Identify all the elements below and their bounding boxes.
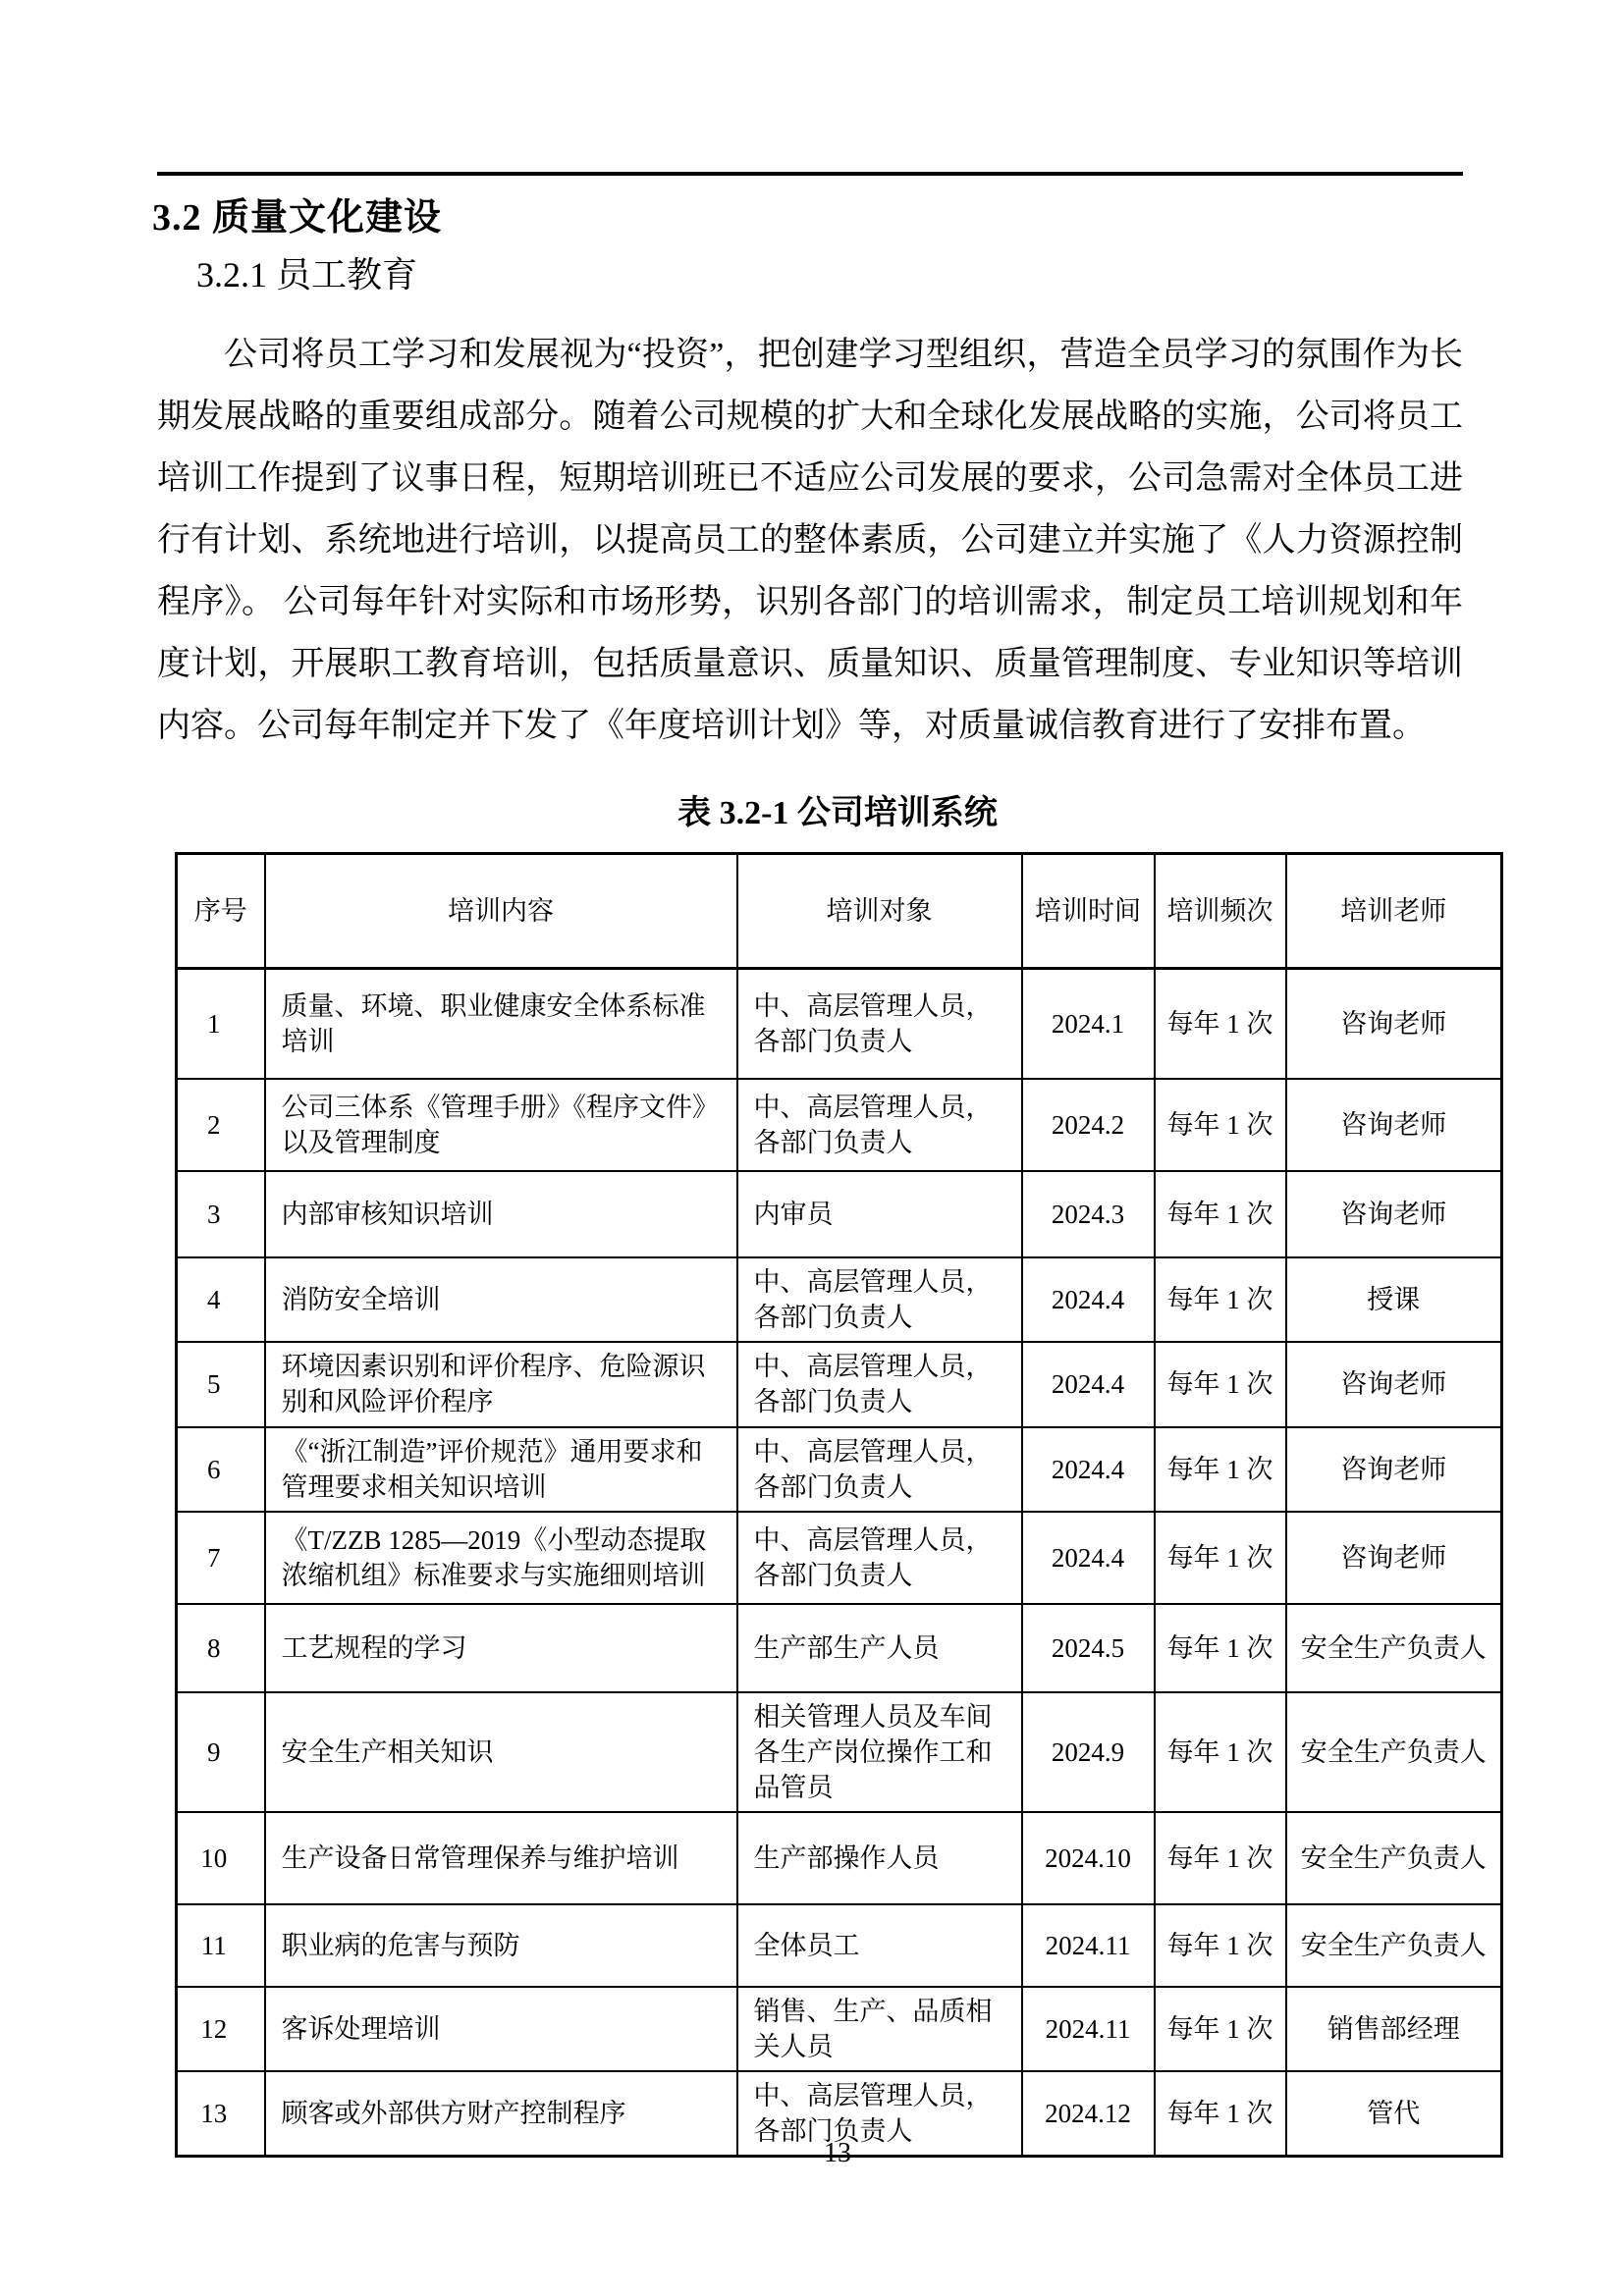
content-cell: 公司三体系《管理手册》《程序文件》以及管理制度	[265, 1079, 737, 1171]
content-cell: 安全生产相关知识	[265, 1692, 737, 1812]
audience-cell: 相关管理人员及车间各生产岗位操作工和品管员	[737, 1692, 1022, 1812]
teacher-cell: 咨询老师	[1286, 1342, 1502, 1427]
serial-cell: 11	[177, 1904, 265, 1987]
frequency-cell: 每年 1 次	[1155, 1692, 1286, 1812]
frequency-cell: 每年 1 次	[1155, 1604, 1286, 1692]
teacher-cell: 安全生产负责人	[1286, 1692, 1502, 1812]
frequency-cell: 每年 1 次	[1155, 1427, 1286, 1512]
time-cell: 2024.4	[1022, 1257, 1155, 1342]
content-cell: 职业病的危害与预防	[265, 1904, 737, 1987]
teacher-cell: 安全生产负责人	[1286, 1812, 1502, 1904]
audience-cell: 中、高层管理人员，各部门负责人	[737, 969, 1022, 1079]
table-row	[177, 1171, 1502, 1257]
subsection-heading: 3.2.1 员工教育	[196, 255, 418, 294]
col-header-audience: 培训对象	[737, 854, 1022, 969]
serial-cell: 2	[177, 1079, 265, 1171]
table-body	[177, 969, 1502, 2157]
content-cell: 顾客或外部供方财产控制程序	[265, 2071, 737, 2157]
content-cell: 环境因素识别和评价程序、危险源识别和风险评价程序	[265, 1342, 737, 1427]
teacher-cell: 咨询老师	[1286, 1079, 1502, 1171]
time-cell: 2024.4	[1022, 1512, 1155, 1604]
col-header-teacher: 培训老师	[1286, 854, 1502, 969]
body-paragraph: 公司将员工学习和发展视为“投资”，把创建学习型组织，营造全员学习的氛围作为长期发展战略的重要组成部分。随着公司规模的扩大和全球化发展战略的实施，公司将员工培训工作提到了议事日程，短期培训班已不适应公司发展的要求，公司急需对全体员工进行有计划、系统地进行培训，以提高员工的整体素质，公司建立并实施了《人力资源控制程序》。 公司每年针对实际和市场形势，识别各部门的培训需求，制定员工培训规划和年度计划，开展职工教育培训，包括质量意识、质量知识、质量管理制度、专业知识等培训内容。公司每年制定并下发了《年度培训计划》等，对质量诚信教育进行了安排布置。	[157, 337, 1463, 744]
serial-cell: 4	[177, 1257, 265, 1342]
serial-cell: 12	[177, 1987, 265, 2071]
serial-cell: 5	[177, 1342, 265, 1427]
frequency-cell: 每年 1 次	[1155, 1904, 1286, 1987]
audience-cell: 中、高层管理人员，各部门负责人	[737, 1427, 1022, 1512]
teacher-cell: 管代	[1286, 2071, 1502, 2157]
col-header-serial: 序号	[177, 854, 265, 969]
col-header-content: 培训内容	[265, 854, 737, 969]
teacher-cell: 咨询老师	[1286, 1171, 1502, 1257]
table-header-row	[177, 854, 1502, 969]
frequency-cell: 每年 1 次	[1155, 1512, 1286, 1604]
serial-cell: 3	[177, 1171, 265, 1257]
col-header-time: 培训时间	[1022, 854, 1155, 969]
audience-cell: 生产部操作人员	[737, 1812, 1022, 1904]
table-row	[177, 1079, 1502, 1171]
frequency-cell: 每年 1 次	[1155, 1257, 1286, 1342]
time-cell: 2024.9	[1022, 1692, 1155, 1812]
content-cell: 消防安全培训	[265, 1257, 737, 1342]
frequency-cell: 每年 1 次	[1155, 1342, 1286, 1427]
content-cell: 工艺规程的学习	[265, 1604, 737, 1692]
table-row	[177, 1692, 1502, 1812]
time-cell: 2024.1	[1022, 969, 1155, 1079]
content-cell: 内部审核知识培训	[265, 1171, 737, 1257]
table-row	[177, 969, 1502, 1079]
audience-cell: 全体员工	[737, 1904, 1022, 1987]
time-cell: 2024.10	[1022, 1812, 1155, 1904]
content-cell: 生产设备日常管理保养与维护培训	[265, 1812, 737, 1904]
page-number: 13	[824, 2138, 851, 2168]
serial-cell: 13	[177, 2071, 265, 2157]
frequency-cell: 每年 1 次	[1155, 1079, 1286, 1171]
teacher-cell: 咨询老师	[1286, 1512, 1502, 1604]
frequency-cell: 每年 1 次	[1155, 1987, 1286, 2071]
header-rule	[157, 172, 1463, 176]
content-cell: 质量、环境、职业健康安全体系标准培训	[265, 969, 737, 1079]
table-row	[177, 1427, 1502, 1512]
teacher-cell: 安全生产负责人	[1286, 1604, 1502, 1692]
time-cell: 2024.12	[1022, 2071, 1155, 2157]
time-cell: 2024.2	[1022, 1079, 1155, 1171]
table-row	[177, 1257, 1502, 1342]
frequency-cell: 每年 1 次	[1155, 2071, 1286, 2157]
teacher-cell: 销售部经理	[1286, 1987, 1502, 2071]
audience-cell: 内审员	[737, 1171, 1022, 1257]
time-cell: 2024.3	[1022, 1171, 1155, 1257]
time-cell: 2024.11	[1022, 1904, 1155, 1987]
table-row	[177, 1342, 1502, 1427]
serial-cell: 6	[177, 1427, 265, 1512]
serial-cell: 9	[177, 1692, 265, 1812]
table-row	[177, 1904, 1502, 1987]
table-row	[177, 1812, 1502, 1904]
col-header-frequency: 培训频次	[1155, 854, 1286, 969]
frequency-cell: 每年 1 次	[1155, 1812, 1286, 1904]
audience-cell: 中、高层管理人员，各部门负责人	[737, 2071, 1022, 2157]
audience-cell: 中、高层管理人员，各部门负责人	[737, 1512, 1022, 1604]
content-cell: 客诉处理培训	[265, 1987, 737, 2071]
table-row	[177, 1987, 1502, 2071]
serial-cell: 10	[177, 1812, 265, 1904]
training-table	[175, 852, 1503, 2158]
serial-cell: 1	[177, 969, 265, 1079]
teacher-cell: 安全生产负责人	[1286, 1904, 1502, 1987]
serial-cell: 8	[177, 1604, 265, 1692]
serial-cell: 7	[177, 1512, 265, 1604]
audience-cell: 中、高层管理人员，各部门负责人	[737, 1257, 1022, 1342]
audience-cell: 销售、生产、品质相关人员	[737, 1987, 1022, 2071]
audience-cell: 生产部生产人员	[737, 1604, 1022, 1692]
frequency-cell: 每年 1 次	[1155, 1171, 1286, 1257]
audience-cell: 中、高层管理人员，各部门负责人	[737, 1342, 1022, 1427]
frequency-cell: 每年 1 次	[1155, 969, 1286, 1079]
teacher-cell: 授课	[1286, 1257, 1502, 1342]
audience-cell: 中、高层管理人员，各部门负责人	[737, 1079, 1022, 1171]
table-row	[177, 1604, 1502, 1692]
content-cell: 《T/ZZB 1285—2019《小型动态提取浓缩机组》标准要求与实施细则培训	[265, 1512, 737, 1604]
table-title: 表 3.2-1 公司培训系统	[677, 795, 998, 831]
content-cell: 《“浙江制造”评价规范》通用要求和管理要求相关知识培训	[265, 1427, 737, 1512]
time-cell: 2024.11	[1022, 1987, 1155, 2071]
section-heading: 3.2 质量文化建设	[152, 197, 443, 239]
table-row	[177, 1512, 1502, 1604]
time-cell: 2024.5	[1022, 1604, 1155, 1692]
teacher-cell: 咨询老师	[1286, 1427, 1502, 1512]
teacher-cell: 咨询老师	[1286, 969, 1502, 1079]
time-cell: 2024.4	[1022, 1427, 1155, 1512]
time-cell: 2024.4	[1022, 1342, 1155, 1427]
